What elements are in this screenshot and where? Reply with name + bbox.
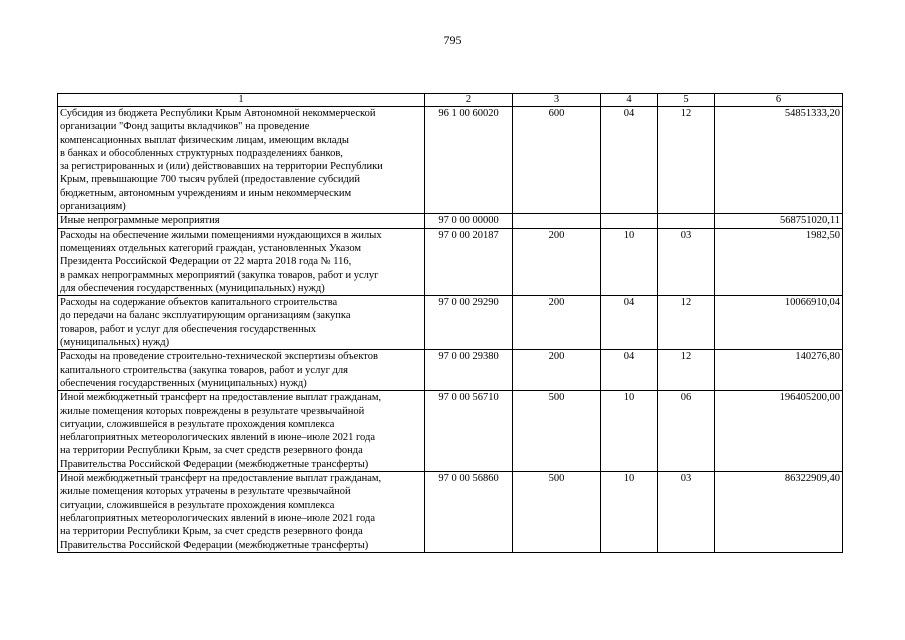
description-line: ситуации, сложившейся в результате прохождения комплекса — [60, 418, 335, 430]
row-code: 97 0 00 29380 — [425, 350, 513, 391]
row-column-4 — [601, 214, 658, 228]
row-column-3: 500 — [513, 472, 601, 553]
row-description — [58, 228, 425, 295]
column-header: 6 — [715, 94, 843, 107]
description-line: в банках и обособленных структурных подразделениях банков, — [60, 147, 343, 159]
row-column-3: 600 — [513, 107, 601, 214]
page-number: 795 — [443, 33, 462, 47]
row-code: 97 0 00 29290 — [425, 296, 513, 350]
description-line: жилые помещения которых утрачены в результате чрезвычайной — [60, 486, 351, 498]
description-line: неблагоприятных метеорологических явлений в июне–июле 2021 года — [60, 512, 376, 524]
row-column-3: 200 — [513, 228, 601, 295]
row-column-5: 12 — [658, 107, 715, 214]
row-column-3: 200 — [513, 350, 601, 391]
row-column-4: 04 — [601, 296, 658, 350]
description-line: на территории Республики Крым, за счет средств резервного фонда — [60, 526, 363, 538]
description-line: для обеспечения государственных (муниципальных) нужд) — [60, 282, 325, 294]
row-code: 97 0 00 20187 — [425, 228, 513, 295]
description-line: бюджетным, автономным учреждениям и иным некоммерческим — [60, 187, 352, 199]
description-line: неблагоприятных метеорологических явлений в июне–июле 2021 года — [60, 432, 376, 444]
description-line: Иной межбюджетный трансферт на предоставление выплат гражданам, — [60, 473, 382, 485]
description-line: (муниципальных) нужд) — [60, 337, 170, 349]
row-code: 97 0 00 00000 — [425, 214, 513, 228]
description-line: Крым, превышающие 700 тысяч рублей (предоставление субсидий — [60, 174, 361, 186]
row-amount: 54851333,20 — [715, 107, 843, 214]
description-line: Правительства Российской Федерации (межбюджетные трансферты) — [60, 458, 369, 470]
row-column-5: 06 — [658, 391, 715, 472]
description-line: в рамках непрограммных мероприятий (закупка товаров, работ и услуг — [60, 269, 379, 281]
row-description — [58, 296, 425, 350]
description-line: Правительства Российской Федерации (межбюджетные трансферты) — [60, 539, 369, 551]
row-column-3: 200 — [513, 296, 601, 350]
description-line: жилые помещения которых повреждены в результате чрезвычайной — [60, 405, 365, 417]
row-column-3 — [513, 214, 601, 228]
description-line: Расходы на обеспечение жилыми помещениями нуждающихся в жилых — [60, 229, 382, 241]
budget-table — [57, 93, 843, 553]
row-column-4: 04 — [601, 107, 658, 214]
table-row — [58, 228, 843, 295]
column-header: 1 — [58, 94, 425, 107]
row-column-5 — [658, 214, 715, 228]
description-line: помещениях отдельных категорий граждан, установленных Указом — [60, 242, 362, 254]
description-line: Иной межбюджетный трансферт на предоставление выплат гражданам, — [60, 392, 382, 404]
description-line: ситуации, сложившейся в результате прохождения комплекса — [60, 499, 335, 511]
description-line: компенсационных выплат физическим лицам, имеющим вклады — [60, 134, 349, 146]
row-amount: 568751020,11 — [715, 214, 843, 228]
column-header: 5 — [658, 94, 715, 107]
row-column-5: 03 — [658, 472, 715, 553]
description-line: Президента Российской Федерации от 22 марта 2018 года № 116, — [60, 256, 352, 268]
row-description — [58, 107, 425, 214]
column-header: 3 — [513, 94, 601, 107]
row-description — [58, 472, 425, 553]
row-description — [58, 391, 425, 472]
row-column-5: 03 — [658, 228, 715, 295]
row-column-5: 12 — [658, 350, 715, 391]
row-amount: 140276,80 — [715, 350, 843, 391]
row-amount: 86322909,40 — [715, 472, 843, 553]
row-column-3: 500 — [513, 391, 601, 472]
description-line: организации "Фонд защиты вкладчиков" на проведение — [60, 121, 310, 133]
row-description — [58, 350, 425, 391]
row-amount: 1982,50 — [715, 228, 843, 295]
description-line: организациям) — [60, 201, 126, 213]
row-column-4: 10 — [601, 472, 658, 553]
table-row — [58, 391, 843, 472]
row-description — [58, 214, 425, 228]
row-code: 97 0 00 56710 — [425, 391, 513, 472]
description-line: до передачи на баланс эксплуатирующим организациям (закупка — [60, 310, 351, 322]
description-line: за регистрированных и (или) действовавших на территории Республики — [60, 161, 383, 173]
table-row — [58, 107, 843, 214]
table-row — [58, 350, 843, 391]
table-row — [58, 472, 843, 553]
row-amount: 196405200,00 — [715, 391, 843, 472]
row-column-5: 12 — [658, 296, 715, 350]
row-amount: 10066910,04 — [715, 296, 843, 350]
column-header: 2 — [425, 94, 513, 107]
description-line: Иные непрограммные мероприятия — [60, 215, 220, 227]
description-line: Субсидия из бюджета Республики Крым Автономной некоммерческой — [60, 108, 376, 119]
table-header-row — [58, 94, 843, 107]
description-line: обеспечения государственных (муниципальных) нужд) — [60, 377, 307, 389]
row-column-4: 04 — [601, 350, 658, 391]
row-column-4: 10 — [601, 228, 658, 295]
description-line: капитального строительства (закупка товаров, работ и услуг для — [60, 364, 348, 376]
table-row — [58, 296, 843, 350]
column-header: 4 — [601, 94, 658, 107]
description-line: Расходы на проведение строительно-технической экспертизы объектов — [60, 351, 378, 363]
description-line: на территории Республики Крым, за счет средств резервного фонда — [60, 445, 363, 457]
row-code: 97 0 00 56860 — [425, 472, 513, 553]
description-line: Расходы на содержание объектов капитального строительства — [60, 297, 338, 309]
description-line: товаров, работ и услуг для обеспечения государственных — [60, 323, 317, 335]
table-body — [58, 107, 843, 553]
row-column-4: 10 — [601, 391, 658, 472]
row-code: 96 1 00 60020 — [425, 107, 513, 214]
table-row — [58, 214, 843, 228]
